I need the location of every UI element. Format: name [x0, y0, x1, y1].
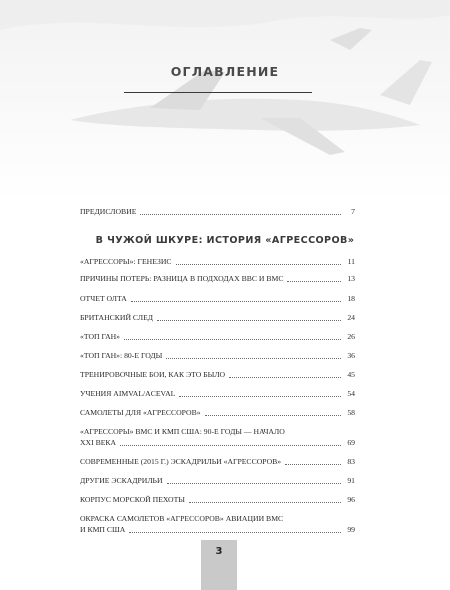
toc-entry[interactable]: [80, 273, 355, 284]
toc-entry-page: 13: [347, 274, 355, 283]
toc-entry-label: ДРУГИЕ ЭСКАДРИЛЬИ: [80, 476, 163, 485]
dot-leader: [189, 502, 341, 503]
toc-entry-label: ПРЕДИСЛОВИЕ: [80, 207, 137, 216]
toc-entry-label: СОВРЕМЕННЫЕ (2015 Г.) ЭСКАДРИЛЬИ «АГРЕССОРОВ»: [80, 457, 282, 466]
toc-entry-label: САМОЛЕТЫ ДЛЯ «АГРЕССОРОВ»: [80, 408, 201, 417]
aircraft-background-image: [0, 0, 450, 200]
toc-entry[interactable]: [80, 350, 355, 361]
toc-entry-label: «ТОП ГАН»: [80, 332, 121, 341]
toc-entry-page: 83: [347, 457, 355, 466]
dot-leader: [229, 377, 341, 378]
toc-entry-page: 24: [347, 313, 355, 322]
toc-entry-page: 96: [347, 495, 355, 504]
toc-entry-label: XXI ВЕКА: [80, 438, 117, 447]
dot-leader: [176, 264, 341, 265]
toc-entry-label: ОКРАСКА САМОЛЕТОВ «АГРЕССОРОВ» АВИАЦИИ ВМС: [80, 514, 284, 523]
dot-leader: [131, 301, 341, 302]
page-number: 3: [215, 546, 223, 557]
toc-entry-label: ОТЧЕТ ОЛТА: [80, 294, 127, 303]
toc-entry-page: 36: [347, 351, 355, 360]
toc-entry[interactable]: [80, 407, 355, 418]
title-divider: [124, 92, 312, 93]
toc-entry-label: ПРИЧИНЫ ПОТЕРЬ: РАЗНИЦА В ПОДХОДАХ ВВС И ВМС: [80, 274, 284, 283]
toc-entry-label: «АГРЕССОРЫ» ВМС И КМП США: 90-Е ГОДЫ — НАЧАЛО: [80, 427, 285, 436]
toc-entry[interactable]: [80, 475, 355, 486]
dot-leader: [287, 281, 341, 282]
toc-entry-label: БРИТАНСКИЙ СЛЕД: [80, 313, 154, 322]
toc-entry-label: ТРЕНИРОВОЧНЫЕ БОИ, КАК ЭТО БЫЛО: [80, 370, 226, 379]
dot-leader: [140, 214, 341, 215]
toc-entry[interactable]: [80, 369, 355, 380]
toc-entry[interactable]: [80, 312, 355, 323]
toc-entry-label: КОРПУС МОРСКОЙ ПЕХОТЫ: [80, 495, 186, 504]
dot-leader: [124, 339, 341, 340]
toc-entry-page: 7: [351, 207, 355, 216]
toc-entry-page: 18: [347, 294, 355, 303]
toc-entry-page: 99: [347, 525, 355, 534]
toc-entry[interactable]: [80, 388, 355, 399]
dot-leader: [167, 483, 341, 484]
toc-entry-page: 54: [347, 389, 355, 398]
toc-entry-label: «ТОП ГАН»: 80-Е ГОДЫ: [80, 351, 163, 360]
toc-entry-preface[interactable]: [80, 206, 355, 217]
dot-leader: [157, 320, 341, 321]
dot-leader: [120, 445, 341, 446]
toc-entry-page: 45: [347, 370, 355, 379]
toc-entry-page: 91: [347, 476, 355, 485]
dot-leader: [129, 532, 341, 533]
toc-entry-label: УЧЕНИЯ AIMVAL/ACEVAL: [80, 389, 176, 398]
toc-entry[interactable]: [80, 513, 355, 535]
toc-entry[interactable]: [80, 293, 355, 304]
toc-entry[interactable]: [80, 256, 355, 267]
toc-entry[interactable]: [80, 331, 355, 342]
toc-entry-label: «АГРЕССОРЫ»: ГЕНЕЗИС: [80, 257, 172, 266]
toc-entry[interactable]: [80, 426, 355, 448]
section-heading: В ЧУЖОЙ ШКУРЕ: ИСТОРИЯ «АГРЕССОРОВ»: [95, 235, 355, 246]
toc-entry[interactable]: [80, 494, 355, 505]
dot-leader: [285, 464, 341, 465]
dot-leader: [205, 415, 341, 416]
dot-leader: [166, 358, 341, 359]
toc-entry[interactable]: [80, 456, 355, 467]
toc-entry-page: 11: [347, 257, 355, 266]
toc-entry-page: 26: [347, 332, 355, 341]
toc-title: ОГЛАВЛЕНИЕ: [170, 64, 280, 79]
toc-entry-page: 69: [347, 438, 355, 447]
toc-entry-page: 58: [347, 408, 355, 417]
toc-entry-label: И КМП США: [80, 525, 126, 534]
dot-leader: [179, 396, 341, 397]
